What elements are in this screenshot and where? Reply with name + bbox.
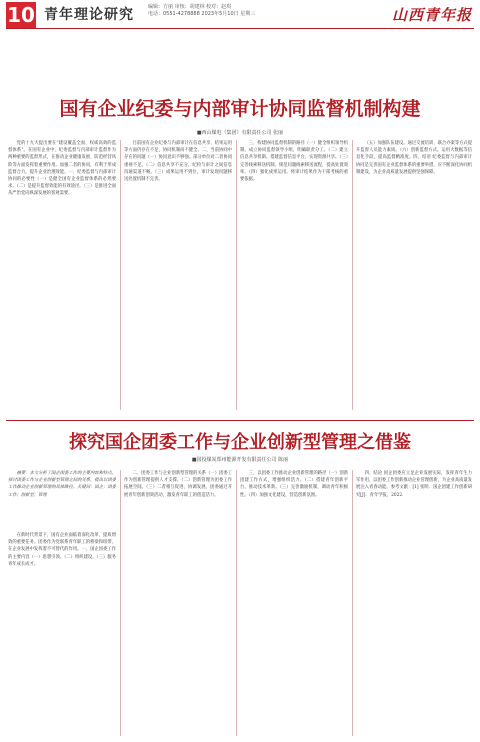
article1-col4-text: （五）加强队伍建设。通过交流培训、联合办案等方式提升监督人员能力素质。（六）创新监督方式。运用大数据等信息化手段，提高监督精准度。四、结语 纪委监督与内部审计协同是完善国有企业监督体系的重要举措，应不断深化协同机制建设，为企业高质量发展提供坚强保障。 (356, 141, 472, 175)
meta-editors: 编辑：方丽 审核：胡建林 校对：赵琪 (148, 4, 232, 10)
page-number: 10 (7, 3, 35, 27)
article2-col2-text: 二、团委工作与企业创新型管理的关系（一）团委工作为创新管理提供人才支撑。（二）创新管理为团委工作拓展空间。（三）二者相互促进、协调发展。团委通过开展青年创新创效活动，激发青年职工的创造活力。 (124, 471, 232, 498)
article2-column-3 (240, 470, 348, 736)
article1-title: 国有企业纪委与内部审计协同监督机制构建 (59, 98, 421, 120)
column-divider (120, 470, 121, 736)
article2-column-4 (356, 470, 472, 736)
article2-abstract-text: 摘要：本文分析了国企团委工作的主要内容和特点，探讨团委工作与企业创新型管理之间的关系，提出以团委工作推动企业创新管理的具体路径。关键词：国企；团委工作；创新型；管理 (8, 471, 116, 498)
article-separator (6, 420, 474, 421)
column-divider (352, 470, 353, 736)
column-divider (120, 140, 121, 410)
section-title: 青年理论研究 (44, 7, 134, 23)
article1-col2-text: 目前国有企业纪委与内部审计在信息共享、结果运用等方面仍存在不足，协同机制尚不健全。二、当前协同中存在的问题（一）协同意识不够强。部分单位对二者协同重视不足。（二）信息共享不充分。纪检与审计之间信息沟通渠道不畅。（三）成果运用不到位。审计发现问题移送处置机制不完善。 (124, 141, 232, 183)
page-meta (148, 4, 255, 18)
header-rule (6, 28, 474, 29)
article2-col1-text: 在新时代背景下，国有企业面临着深化改革、提质增效的重要任务。团委作为党联系青年职工的桥梁和纽带，在企业发展中发挥着不可替代的作用。一、国企团委工作的主要内容（一）思想引领。（二）组织建设。（三）服务青年成长成才。 (8, 533, 116, 567)
article2-title: 探究国企团委工作与企业创新型管理之借鉴 (69, 432, 411, 453)
article1-column-4 (356, 140, 472, 410)
page-header (0, 0, 480, 28)
article2-byline: ■国投煤炭郑州能源开发有限责任公司 陈丽 (191, 457, 289, 463)
article2-abstract (8, 470, 116, 530)
article2-col4-text: 四、结论 国企团委应立足企业发展实际，发挥青年生力军作用，以团委工作创新推动企业管理创新，为企业高质量发展注入青春动能。参考文献：[1] 张明．国企团建工作创新研究[J]．青年学报，2022． (356, 471, 472, 498)
article1-column-3 (240, 140, 348, 410)
newspaper-logo: 山西青年报 (391, 6, 472, 24)
article1-column-2 (124, 140, 232, 410)
article2-column-1 (8, 532, 116, 736)
meta-date: 电话：0551-4278888 2023年5月10日 星期三 (148, 11, 256, 17)
article1-col1-text: 党的十九大提出要在“建设覆盖全面、权威高效的监督体系”。在国有企业中，纪委监督与内部审计监督作为两种重要的监督形式，在推动企业健康发展、防范经营风险等方面发挥着重要作用。加强二者的协同，有利于形成监督合力，提升企业治理效能。一、纪委监督与内部审计协同的必要性（一）是健全国有企业监督体系的必然要求。（二）是提升监督效能的有效途径。（三）是推进全面从严治党向纵深发展的客观需要。 (8, 141, 116, 197)
article2-col3-text: 三、以团委工作推动企业创新管理的路径（一）创新团建工作方式，增强组织活力。（二）搭建青年创新平台，推动技术革新。（三）完善激励机制，调动青年积极性。（四）加强文化建设，营造创新氛围。 (240, 471, 348, 498)
article1-byline: ■西山煤电（集团）有限责任公司 张丽 (196, 130, 284, 136)
column-divider (352, 140, 353, 410)
article2-column-2 (124, 470, 232, 736)
article1-col3-text: 三、构建协同监督机制的路径（一）健全组织领导机制。成立协同监督领导小组，明确职责分工。（二）建立信息共享机制。搭建监督信息平台，实现资源共享。（三）完善线索移送机制。规范问题线索移送流程，提高处置效率。（四）强化成果运用。将审计结果作为干部考核的重要依据。 (240, 141, 348, 183)
column-divider (236, 470, 237, 736)
article1-column-1 (8, 140, 116, 410)
column-divider (236, 140, 237, 410)
